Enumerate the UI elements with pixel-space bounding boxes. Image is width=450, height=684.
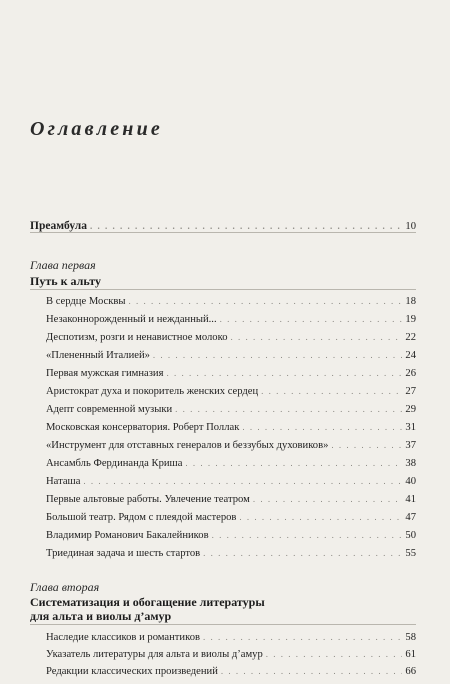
entry-page: 27 [405,386,416,397]
entry-title: Ансамбль Фердинанда Криша [46,458,183,469]
toc-entry[interactable] [46,546,416,561]
entry-title: В сердце Москвы [46,296,126,307]
toc-entry[interactable] [46,510,416,525]
toc-entry[interactable] [46,402,416,417]
entry-title: Аристократ духа и покоритель женских сердец [46,386,259,397]
entry-page: 40 [405,476,416,487]
toc-entry[interactable] [46,664,416,679]
entry-page: 31 [405,422,416,433]
leader-dots [175,402,402,416]
entry-title: Большой театр. Рядом с плеядой мастеров [46,512,237,523]
toc-entry-preamble[interactable] [30,219,416,234]
entry-page: 29 [405,404,416,415]
entry-title: «Инструмент для отставных генералов и беззубых духовиков» [46,440,329,451]
entry-title: Редакции классических произведений [46,666,218,677]
leader-dots [203,546,402,560]
leader-dots [239,510,402,524]
leader-dots [231,330,403,344]
entry-page: 18 [405,296,416,307]
entry-title: Указатель литературы для альта и виолы д’амур [46,649,263,660]
entry-title: Деспотизм, розги и ненавистное молоко [46,332,228,343]
leader-dots [90,219,402,233]
toc-entry[interactable] [46,438,416,453]
leader-dots [83,474,402,488]
entry-title: «Плененный Италией» [46,350,150,361]
entry-title: Первые альтовые работы. Увлечение театром [46,494,250,505]
entry-title: Триединая задача и шесть стартов [46,548,201,559]
entry-page: 47 [405,512,416,523]
leader-dots [203,630,402,644]
toc-entry[interactable] [46,492,416,507]
entry-title: Преамбула [30,220,88,232]
toc-entry[interactable] [46,420,416,435]
toc-entry[interactable] [46,647,416,662]
entry-page: 22 [405,332,416,343]
leader-dots [221,664,403,678]
entry-title: Наташа [46,476,81,487]
toc-entry[interactable] [46,384,416,399]
toc-entry[interactable] [46,366,416,381]
entry-page: 26 [405,368,416,379]
divider [30,624,416,625]
entry-page: 58 [405,632,416,643]
leader-dots [261,384,402,398]
entry-title: Адепт современной музыки [46,404,173,415]
entry-title: Наследие классиков и романтиков [46,632,200,643]
entry-title: Московская консерватория. Роберт Поллак [46,422,240,433]
entry-page: 55 [405,548,416,559]
leader-dots [220,312,403,326]
toc-entry[interactable] [46,528,416,543]
entry-page: 10 [405,221,416,232]
toc-entry[interactable] [46,456,416,471]
leader-dots [266,647,403,661]
toc-entry[interactable] [46,294,416,309]
toc-entry[interactable] [46,330,416,345]
entry-title: Владимир Романович Бакалейников [46,530,209,541]
chapter-1-label: Глава первая [30,258,96,272]
entry-page: 37 [405,440,416,451]
leader-dots [129,294,403,308]
page-title: Оглавление [30,118,164,140]
chapter-2-title-line-2: для альта и виолы д’амур [30,609,172,623]
chapter-2-title-line-1: Систематизация и обогащение литературы [30,595,265,609]
entry-page: 38 [405,458,416,469]
toc-entry[interactable] [46,630,416,645]
leader-dots [212,528,403,542]
leader-dots [331,438,402,452]
chapter-1-title: Путь к альту [30,274,101,288]
toc-entry[interactable] [46,348,416,363]
entry-page: 66 [405,666,416,677]
entry-page: 41 [405,494,416,505]
entry-title: Первая мужская гимназия [46,368,164,379]
entry-title: Незаконнорожденный и нежданный... [46,314,217,325]
toc-entry[interactable] [46,474,416,489]
chapter-2-label: Глава вторая [30,580,100,594]
entry-page: 50 [405,530,416,541]
toc-entry[interactable] [46,312,416,327]
leader-dots [166,366,402,380]
entry-page: 24 [405,350,416,361]
leader-dots [253,492,403,506]
leader-dots [242,420,402,434]
divider [30,289,416,290]
leader-dots [185,456,402,470]
leader-dots [153,348,402,362]
entry-page: 61 [405,649,416,660]
entry-page: 19 [405,314,416,325]
